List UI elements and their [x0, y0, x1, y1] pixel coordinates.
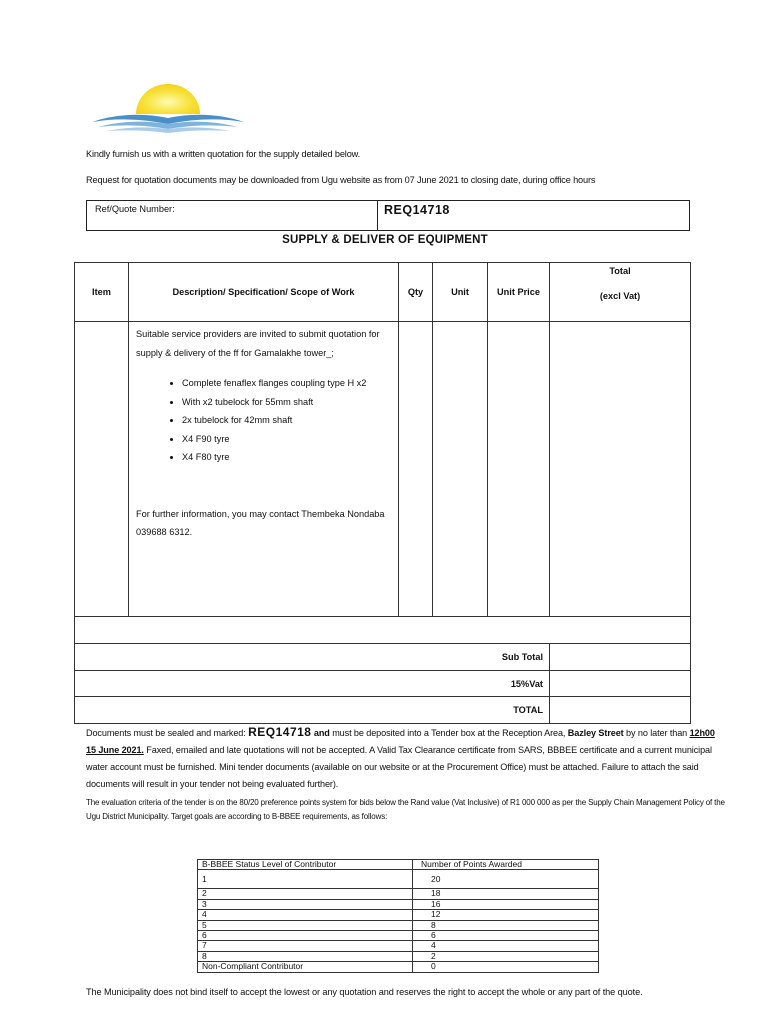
description-contact: For further information, you may contact Thembeka Nondaba 039688 6312.: [136, 508, 385, 537]
table-header-row: [75, 263, 691, 322]
header-total-label: Total: [609, 266, 631, 276]
header-total: [550, 263, 691, 322]
unit-price-cell[interactable]: [488, 322, 550, 617]
bbbee-points: 16: [413, 899, 599, 909]
table-row: [198, 931, 599, 941]
bbbee-level: 2: [198, 889, 413, 899]
table-row: [75, 697, 691, 724]
bbbee-points: 12: [413, 910, 599, 920]
bbbee-level: 8: [198, 951, 413, 961]
header-unit: Unit: [433, 263, 488, 322]
list-item: • With x2 tubelock for 55mm shaft: [182, 393, 394, 412]
bbbee-points: 6: [413, 931, 599, 941]
table-row: [198, 941, 599, 951]
table-row: [75, 322, 691, 617]
list-item: • Complete fenaflex flanges coupling type H x2: [182, 374, 394, 393]
table-row: [75, 617, 691, 644]
bbbee-level: 6: [198, 931, 413, 941]
bbbee-points: 18: [413, 889, 599, 899]
instructions-street: Bazley Street: [567, 728, 624, 738]
instructions-ref-number: REQ14718: [248, 725, 312, 739]
instructions-deadline: 12h00 15 June 2021.: [86, 728, 715, 755]
header-item: Item: [75, 263, 129, 322]
list-item: • X4 F90 tyre: [182, 430, 394, 449]
instructions-text: must be deposited into a Tender box at the Reception Area,: [329, 728, 568, 738]
header-total-excl-vat: (excl Vat): [599, 291, 641, 301]
description-intro: Suitable service providers are invited to submit quotation for supply & delivery of the ff for Gamalakhe tower_;: [136, 329, 380, 358]
ref-quote-label: Ref/Quote Number:: [95, 204, 175, 214]
bbbee-level: 1: [198, 870, 413, 889]
bbbee-header-points: Number of Points Awarded: [413, 860, 599, 870]
page-title: SUPPLY & DELIVER OF EQUIPMENT: [282, 234, 488, 246]
header-description: Description/ Specification/ Scope of Work: [129, 263, 399, 322]
table-row: [198, 870, 599, 889]
table-row: [75, 644, 691, 671]
description-cell: [129, 322, 399, 617]
description-bullets: [136, 374, 394, 467]
bbbee-points: 8: [413, 920, 599, 930]
ref-quote-box: [86, 200, 690, 231]
municipality-logo: [88, 80, 248, 140]
bbbee-points-table: [197, 859, 599, 973]
table-row: [198, 962, 599, 972]
sub-total-value[interactable]: [550, 644, 691, 671]
table-row: [198, 889, 599, 899]
bbbee-level: 4: [198, 910, 413, 920]
intro-line-2: Request for quotation documents may be downloaded from Ugu website as from 07 June 2021 to closing date, during office hours: [86, 175, 596, 185]
quotation-table: [74, 262, 691, 724]
header-unit-price: Unit Price: [488, 263, 550, 322]
instructions-text: by no later than: [623, 728, 688, 738]
table-header-row: [198, 860, 599, 870]
table-row: [198, 899, 599, 909]
instructions-text: Faxed, emailed and late quotations will not be accepted. A Valid Tax Clearance certificate from SARS, BBBEE certificate and a current municipal water account must be furnished. Mini tender documents (available on our website or at the Procurement Office) must be attached. Failure to attach the said documents will result in your tender not being evaluated further).: [86, 745, 712, 789]
bbbee-points: 2: [413, 951, 599, 961]
qty-cell[interactable]: [399, 322, 433, 617]
header-qty: Qty: [399, 263, 433, 322]
bbbee-points: 0: [413, 962, 599, 972]
table-row: [198, 951, 599, 961]
bbbee-level: 3: [198, 899, 413, 909]
bbbee-level: Non-Compliant Contributor: [198, 962, 413, 972]
instructions-text: Documents must be sealed and marked:: [86, 728, 249, 738]
table-row: [198, 920, 599, 930]
total-value[interactable]: [550, 697, 691, 724]
total-label: TOTAL: [75, 697, 550, 724]
bbbee-header-level: B-BBEE Status Level of Contributor: [198, 860, 413, 870]
sub-total-label: Sub Total: [75, 644, 550, 671]
bbbee-points: 4: [413, 941, 599, 951]
intro-line-1: Kindly furnish us with a written quotation for the supply detailed below.: [86, 149, 361, 159]
vat-label: 15%Vat: [75, 671, 550, 697]
table-row: [75, 671, 691, 697]
ref-quote-number: REQ14718: [384, 203, 450, 217]
list-item: • 2x tubelock for 42mm shaft: [182, 411, 394, 430]
blank-row-cell: [75, 617, 691, 644]
submission-instructions: [86, 724, 726, 793]
total-cell[interactable]: [550, 322, 691, 617]
evaluation-criteria: The evaluation criteria of the tender is on the 80/20 preference points system for bids below the Rand value (Vat Inclusive) of R1 000 000 as per the Supply Chain Management Policy of the Ugu District Municipality. Target goals are according to B-BBEE requirements, as follows:: [86, 798, 725, 821]
table-row: [198, 910, 599, 920]
instructions-and: and: [311, 728, 330, 738]
bbbee-level: 7: [198, 941, 413, 951]
vat-value[interactable]: [550, 671, 691, 697]
disclaimer: The Municipality does not bind itself to accept the lowest or any quotation and reserves the right to accept the whole or any part of the quote.: [86, 987, 643, 997]
unit-cell[interactable]: [433, 322, 488, 617]
item-cell[interactable]: [75, 322, 129, 617]
bbbee-points: 20: [413, 870, 599, 889]
list-item: • X4 F80 tyre: [182, 448, 394, 467]
bbbee-level: 5: [198, 920, 413, 930]
